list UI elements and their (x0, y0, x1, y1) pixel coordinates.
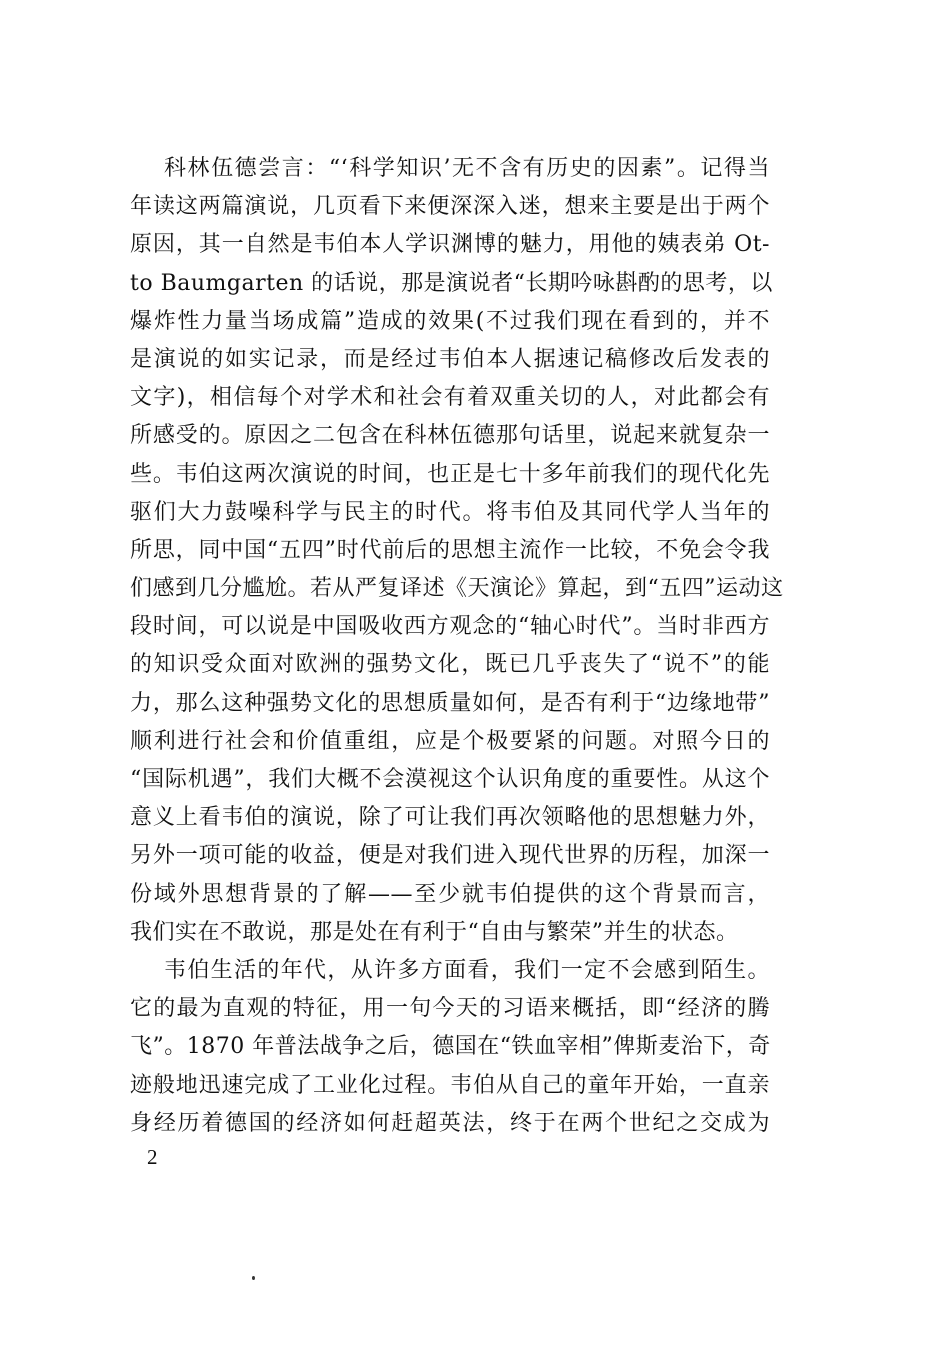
text-line: 些。韦伯这两次演说的时间，也正是七十多年前我们的现代化先 (130, 461, 770, 487)
paragraph-1 (130, 150, 784, 952)
text-line: 意义上看韦伯的演说，除了可让我们再次领略他的思想魅力外， (130, 805, 770, 831)
text-line: 的知识受众面对欧洲的强势文化，既已几乎丧失了“说不”的能 (130, 652, 770, 678)
text-line: 原因，其一自然是韦伯本人学识渊博的魅力，用他的姨表弟 Ot- (130, 232, 770, 258)
text-line: 所感受的。原因之二包含在科林伍德那句话里，说起来就复杂一 (130, 423, 770, 449)
text-line: 科林伍德尝言：“‘科学知识’无不含有历史的因素”。记得当 (164, 156, 770, 181)
body-text (130, 150, 784, 1143)
text-line: 文字)，相信每个对学术和社会有着双重关切的人，对此都会有 (130, 385, 770, 411)
text-line: 们感到几分尴尬。若从严复译述《天演论》算起，到“五四”运动这 (130, 576, 784, 602)
text-line: 是演说的如实记录，而是经过韦伯本人据速记稿修改后发表的 (130, 346, 770, 372)
text-line: 迹般地迅速完成了工业化过程。韦伯从自己的童年开始，一直亲 (130, 1072, 770, 1098)
text-line: 飞”。1870 年普法战争之后，德国在“铁血宰相”俾斯麦治下，奇 (130, 1034, 771, 1060)
text-line: 我们实在不敢说，那是处在有利于“自由与繁荣”并生的状态。 (130, 919, 739, 945)
text-line: to Baumgarten 的话说，那是演说者“长期吟咏斟酌的思考，以 (130, 270, 773, 296)
text-line: 段时间，可以说是中国吸收西方观念的“轴心时代”。当时非西方 (130, 614, 770, 640)
text-line: 所思，同中国“五四”时代前后的思想主流作一比较，不免会令我 (130, 537, 770, 563)
paragraph-2 (130, 952, 770, 1143)
text-line: 力，那么这种强势文化的思想质量如何，是否有利于“边缘地带” (130, 690, 770, 716)
text-line: 身经历着德国的经济如何赶超英法，终于在两个世纪之交成为 (130, 1110, 770, 1136)
text-line: 另外一项可能的收益，便是对我们进入现代世界的历程，加深一 (130, 843, 770, 869)
text-line: 爆炸性力量当场成篇”造成的效果(不过我们现在看到的，并不 (130, 308, 770, 334)
text-line: 它的最为直观的特征，用一句今天的习语来概括，即“经济的腾 (130, 996, 770, 1022)
page-number: 2 (147, 1145, 158, 1169)
text-line: 驱们大力鼓噪科学与民主的时代。将韦伯及其同代学人当年的 (130, 499, 770, 525)
text-line: 韦伯生活的年代，从许多方面看，我们一定不会感到陌生。 (164, 957, 770, 983)
text-line: 份域外思想背景的了解——至少就韦伯提供的这个背景而言， (130, 881, 770, 907)
text-line: “国际机遇”，我们大概不会漠视这个认识角度的重要性。从这个 (130, 767, 770, 792)
scan-speck (252, 1276, 255, 1280)
text-line: 年读这两篇演说，几页看下来便深深入迷，想来主要是出于两个 (130, 194, 770, 220)
text-line: 顺利进行社会和价值重组，应是个极要紧的问题。对照今日的 (130, 728, 770, 754)
